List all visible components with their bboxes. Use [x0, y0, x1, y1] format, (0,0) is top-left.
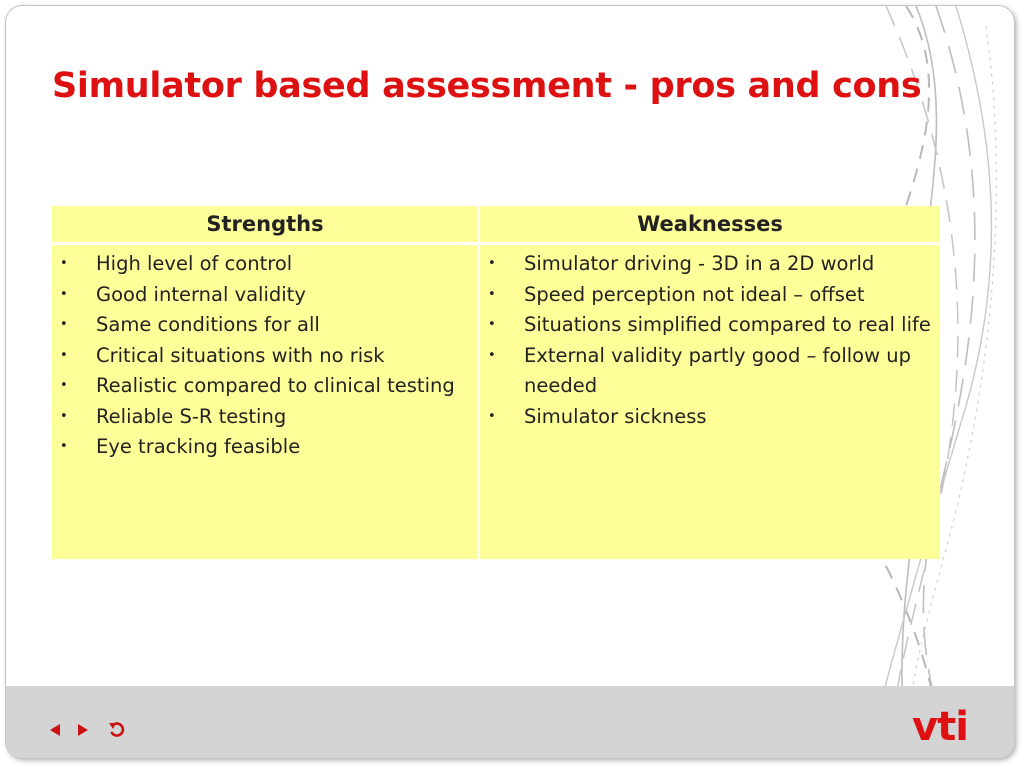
strengths-cell [52, 244, 479, 560]
list-item [52, 341, 478, 372]
strength-text: Realistic compared to clinical testing [96, 374, 455, 397]
bullet-icon: • [488, 347, 496, 363]
list-item [52, 280, 478, 311]
bullet-icon: • [488, 317, 496, 332]
weakness-text: Simulator sickness [524, 404, 707, 428]
vti-logo: vti [912, 704, 968, 750]
strength-text: Reliable S-R testing [96, 404, 287, 428]
bullet-icon: • [60, 317, 68, 332]
bullet-icon: • [488, 408, 496, 424]
weakness-text: External validity partly good – follow up needed [524, 343, 911, 397]
weaknesses-header: Weaknesses [479, 206, 940, 244]
strength-text: High level of control [96, 252, 293, 275]
table-header-row [52, 206, 940, 244]
list-item [480, 341, 940, 402]
list-item [52, 432, 478, 463]
strength-text: Eye tracking feasible [96, 435, 301, 458]
bullet-icon: • [488, 286, 496, 302]
list-item [52, 371, 478, 402]
slide-title: Simulator based assessment - pros and cons [52, 66, 922, 106]
list-item [480, 310, 940, 341]
bullet-icon: • [60, 439, 68, 454]
return-button[interactable] [108, 720, 126, 740]
bullet-icon: • [60, 347, 68, 363]
triangle-right-icon [76, 723, 90, 737]
list-item [52, 402, 478, 433]
weaknesses-list [480, 249, 940, 432]
strengths-list [52, 249, 478, 463]
list-item [52, 310, 478, 341]
list-item [480, 249, 940, 280]
prev-slide-button[interactable] [48, 720, 62, 740]
strength-text: Good internal validity [96, 282, 306, 306]
weaknesses-cell [479, 244, 940, 560]
weakness-text: Speed perception not ideal – offset [524, 282, 865, 306]
bullet-icon: • [488, 256, 496, 271]
next-slide-button[interactable] [76, 720, 90, 740]
strengths-header: Strengths [52, 206, 479, 244]
bullet-icon: • [60, 256, 68, 271]
list-item [480, 280, 940, 311]
strength-text: Same conditions for all [96, 313, 320, 336]
bullet-icon: • [60, 286, 68, 302]
table-body-row [52, 244, 940, 560]
pros-cons-table [52, 206, 940, 559]
list-item [480, 402, 940, 433]
weakness-text: Simulator driving - 3D in a 2D world [524, 252, 875, 275]
bullet-icon: • [60, 378, 68, 393]
list-item [52, 249, 478, 280]
return-arrow-icon [108, 721, 126, 739]
weakness-text: Situations simplified compared to real life [524, 313, 931, 336]
strength-text: Critical situations with no risk [96, 343, 385, 367]
slide [6, 6, 1014, 758]
bullet-icon: • [60, 408, 68, 424]
triangle-left-icon [48, 723, 62, 737]
footer-bar [6, 686, 1014, 758]
